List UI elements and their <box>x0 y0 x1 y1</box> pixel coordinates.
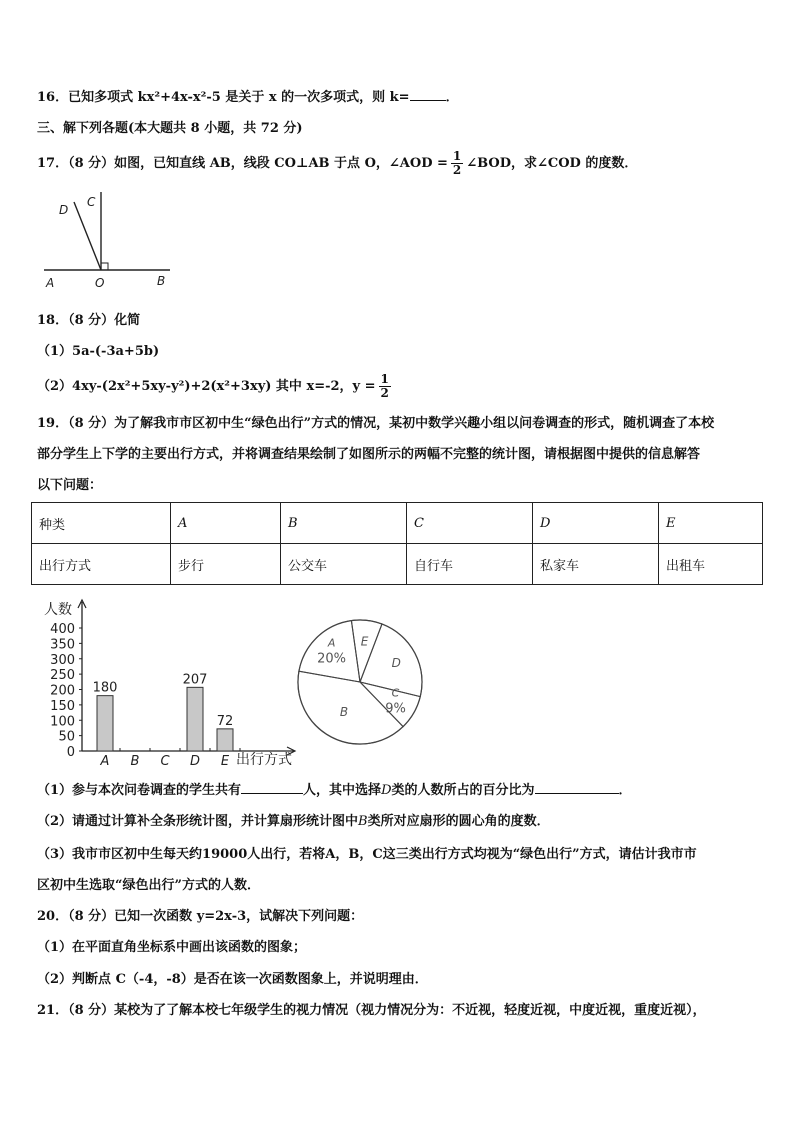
x-tick-label: E <box>220 754 230 769</box>
q18-fraction <box>379 373 391 400</box>
y-tick-label: 300 <box>50 652 75 668</box>
q16-line <box>37 88 459 107</box>
q19-sub1-b: 人，其中选择 <box>303 783 382 798</box>
q17-geometry-figure <box>38 188 178 292</box>
label-d: D <box>59 203 69 217</box>
q18-part2 <box>37 373 394 400</box>
d-percentage-blank <box>535 781 619 794</box>
total-students-blank <box>241 781 303 794</box>
table-cell: 出行方式 <box>32 544 171 585</box>
q19-sub2-a: （2）请通过计算补全条形统计图，并计算扇形统计图中 <box>37 814 359 829</box>
y-tick-label: 100 <box>50 714 75 730</box>
table-row <box>32 503 763 544</box>
table-cell: 步行 <box>171 544 281 585</box>
q17-number: 17． <box>37 156 69 171</box>
pie-slice-label: A <box>327 636 336 650</box>
bar-value-label: 180 <box>92 680 118 696</box>
y-tick-label: 50 <box>58 729 75 745</box>
bar <box>187 687 203 751</box>
q18-part2-text: （2）4xy-(2x²+5xy-y²)+2(x²+3xy) 其中 x=-2，y = <box>37 379 376 394</box>
y-tick-label: 350 <box>50 637 75 653</box>
label-b: B <box>157 274 166 288</box>
segment-od <box>74 202 101 270</box>
table-cell: 出租车 <box>659 544 763 585</box>
q20-part1: （1）在平面直角坐标系中画出该函数的图象； <box>37 940 307 955</box>
table-cell: E <box>659 503 763 544</box>
table-cell: 公交车 <box>281 544 407 585</box>
pie-slice-label: C <box>391 686 400 700</box>
table-cell: C <box>407 503 533 544</box>
y-tick-label: 400 <box>50 622 75 637</box>
q19-line2: 部分学生上下学的主要出行方式，并将调查结果绘制了如图所示的两幅不完整的统计图，请根据图中提供的信息解答 <box>37 447 701 462</box>
q21-line <box>37 1002 706 1020</box>
q16-end: ． <box>445 90 459 105</box>
q19-line1 <box>37 415 714 433</box>
table-cell: 种类 <box>32 503 171 544</box>
y-tick-label: 250 <box>50 668 75 684</box>
section-3-heading: 三、解下列各题(本大题共 8 小题，共 72 分) <box>37 121 303 136</box>
q16-text: 已知多项式 kx²+4x-x²-5 是关于 x 的一次多项式，则 k= <box>68 90 410 105</box>
x-tick-label: A <box>100 754 110 769</box>
q19-sub3-line2: 区初中生选取“绿色出行”方式的人数． <box>37 878 260 893</box>
table-cell: B <box>281 503 407 544</box>
q19-sub2-b: B <box>358 814 368 829</box>
bar <box>217 729 233 751</box>
q19-sub1-e: ． <box>618 783 632 798</box>
label-c: C <box>87 195 96 209</box>
q21-number: 21． <box>37 1003 69 1018</box>
q19-sub1 <box>37 781 632 800</box>
q18-head: （8 分）化简 <box>68 313 141 328</box>
y-axis-label: 人数 <box>44 602 72 618</box>
q17-text-b: ∠BOD，求∠COD 的度数． <box>466 156 638 171</box>
q16-number: 16． <box>37 90 69 105</box>
table-cell: D <box>533 503 659 544</box>
q19-sub1-c: D <box>381 783 392 798</box>
q19-line3: 以下问题： <box>37 478 103 493</box>
q20-line <box>37 908 363 926</box>
table-cell: 自行车 <box>407 544 533 585</box>
table-cell: 私家车 <box>533 544 659 585</box>
q18-number: 18． <box>37 313 69 328</box>
q19-category-table <box>31 502 763 585</box>
pie-slice-label: E <box>360 634 369 649</box>
x-tick-label: C <box>160 754 170 769</box>
y-tick-label: 0 <box>66 745 75 760</box>
x-tick-label: B <box>130 754 140 769</box>
q17-frac-den: 2 <box>452 163 462 177</box>
q20-text: （8 分）已知一次函数 y=2x-3，试解决下列问题： <box>68 909 364 924</box>
q21-text: （8 分）某校为了了解本校七年级学生的视力情况（视力情况分为：不近视，轻度近视，中度近视，重度近视）， <box>68 1003 706 1018</box>
q18-line <box>37 312 140 330</box>
bar <box>97 696 113 751</box>
q18-part1: （1）5a-(-3a+5b) <box>37 344 160 359</box>
q17-text-a: （8 分）如图，已知直线 AB，线段 CO⊥AB 于点 O，∠AOD = <box>68 156 448 171</box>
q19-pie-chart <box>292 612 432 752</box>
q19-bar-chart <box>30 598 302 770</box>
q18-frac-num: 1 <box>380 372 389 386</box>
pie-slice-percent: 9% <box>385 701 406 717</box>
right-angle-mark <box>101 263 108 270</box>
pie-slice-label: D <box>391 655 401 670</box>
q19-sub2-c: 类所对应扇形的圆心角的度数． <box>367 814 550 829</box>
q19-sub2 <box>37 813 550 831</box>
table-cell: A <box>171 503 281 544</box>
q17-frac-num: 1 <box>452 149 462 163</box>
q19-number: 19． <box>37 416 69 431</box>
table-row <box>32 544 763 585</box>
q20-number: 20． <box>37 909 69 924</box>
label-o: O <box>95 276 105 290</box>
x-tick-label: D <box>189 754 201 769</box>
q16-answer-blank <box>410 88 446 101</box>
bar-value-label: 72 <box>216 713 234 729</box>
q19-sub3-line1: （3）我市市区初中生每天约19000人出行，若将A，B，C这三类出行方式均视为“绿色出行”方式，请估计我市市 <box>37 847 697 862</box>
x-axis-label: 出行方式 <box>236 752 292 768</box>
pie-slice-percent: 20% <box>317 651 347 667</box>
q19-sub1-d: 类的人数所占的百分比为 <box>391 783 535 798</box>
q17-line <box>37 150 637 177</box>
q18-frac-den: 2 <box>380 386 389 400</box>
y-tick-label: 150 <box>50 698 75 714</box>
q20-part2: （2）判断点 C（-4，-8）是否在该一次函数图象上，并说明理由． <box>37 972 428 987</box>
pie-slice-label: B <box>339 705 349 720</box>
q19-text1: （8 分）为了解我市市区初中生“绿色出行”方式的情况，某初中数学兴趣小组以问卷调查的形式，随机调查了本校 <box>68 416 715 431</box>
label-a: A <box>46 276 55 290</box>
y-tick-label: 200 <box>50 683 75 699</box>
q17-fraction <box>451 150 463 177</box>
bar-value-label: 207 <box>182 672 208 688</box>
q19-sub1-a: （1）参与本次问卷调查的学生共有 <box>37 783 242 798</box>
